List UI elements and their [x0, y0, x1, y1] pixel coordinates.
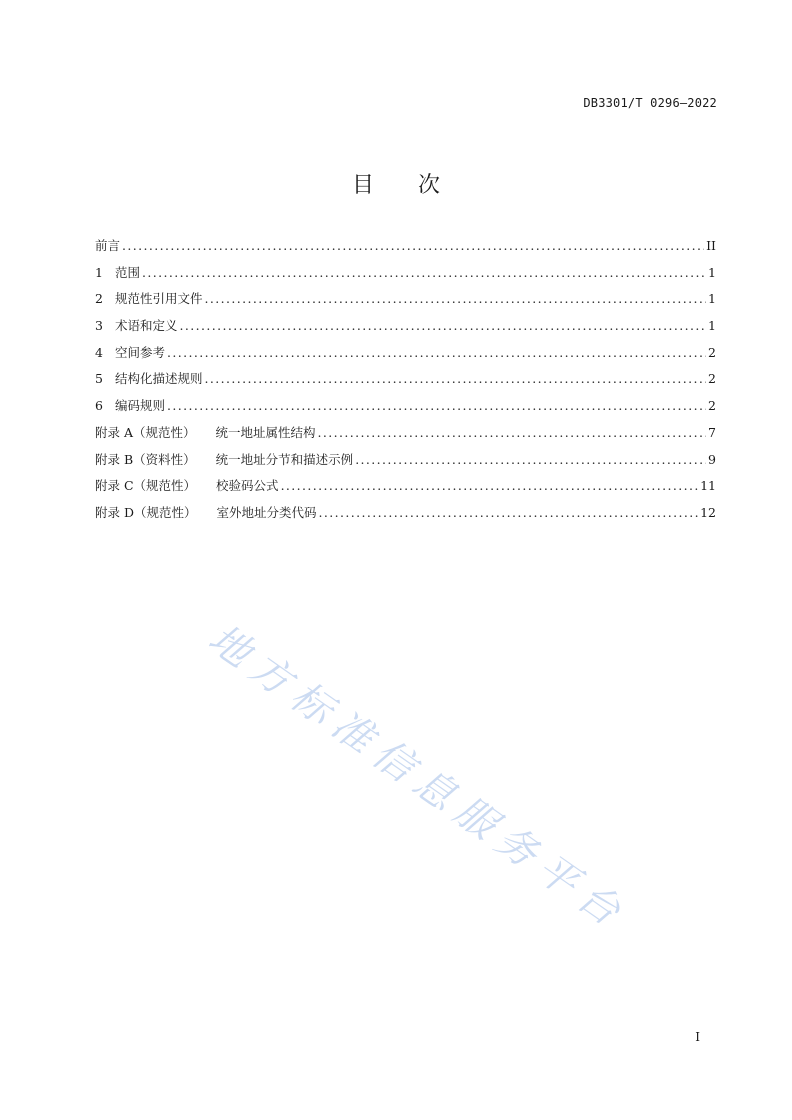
toc-entry-page: 2 — [708, 344, 716, 360]
toc-entry-number: 1 — [95, 264, 103, 280]
toc-entry-number: 3 — [95, 318, 103, 334]
toc-entry-label: 术语和定义 — [115, 318, 178, 334]
toc-entry-label: 编码规则 — [115, 398, 166, 414]
toc-dot-leader — [167, 398, 706, 413]
toc-entry[interactable] — [95, 476, 716, 503]
toc-entry[interactable] — [95, 396, 716, 423]
toc-entry[interactable] — [95, 236, 716, 263]
toc-entry-page: 7 — [708, 424, 716, 440]
toc-entry-page: 2 — [708, 398, 716, 414]
document-code: DB3301/T 0296—2022 — [583, 96, 717, 110]
toc-entry-page: 2 — [708, 371, 716, 387]
toc-dot-leader — [142, 265, 706, 280]
toc-entry-number: 6 — [95, 398, 103, 414]
toc-entry-page: 9 — [708, 451, 716, 467]
toc-entry-page: 1 — [708, 264, 716, 280]
toc-entry-subtitle: 统一地址分节和描述示例 — [215, 451, 354, 467]
toc-dot-leader — [180, 318, 707, 333]
toc-entry[interactable] — [95, 423, 716, 450]
toc-entry-label: 附录 C（规范性） — [95, 478, 197, 494]
page-number: I — [695, 1030, 700, 1044]
toc-entry-page: 12 — [700, 504, 716, 520]
toc-entry[interactable] — [95, 450, 716, 477]
toc-dot-leader — [122, 238, 704, 253]
toc-entry-number: 5 — [95, 371, 103, 387]
toc-entry-label: 附录 D（规范性） — [95, 504, 197, 520]
toc-entry[interactable] — [95, 289, 716, 316]
toc-dot-leader — [281, 478, 699, 493]
toc-entry[interactable] — [95, 369, 716, 396]
toc-entry-number: 4 — [95, 344, 103, 360]
toc-entry[interactable] — [95, 343, 716, 370]
toc-entry-number: 2 — [95, 291, 103, 307]
toc-entry[interactable] — [95, 263, 716, 290]
toc-dot-leader — [205, 371, 707, 386]
toc-entry-page: 11 — [700, 478, 716, 494]
watermark: 地方标准信息服务平台 — [200, 615, 636, 941]
toc-dot-leader — [205, 291, 707, 306]
table-of-contents — [95, 236, 716, 530]
toc-entry-label: 结构化描述规则 — [115, 371, 203, 387]
toc-entry-label: 规范性引用文件 — [115, 291, 203, 307]
toc-entry[interactable] — [95, 503, 716, 530]
toc-entry-label: 附录 B（资料性） — [95, 451, 196, 467]
page-title: 目次 — [351, 173, 484, 198]
toc-dot-leader — [319, 505, 699, 520]
toc-entry-label: 前言 — [95, 238, 121, 253]
toc-entry-page: 1 — [708, 318, 716, 334]
toc-entry-label: 空间参考 — [115, 344, 166, 360]
toc-dot-leader — [355, 452, 706, 467]
toc-entry-page: 1 — [708, 291, 716, 307]
toc-dot-leader — [167, 345, 706, 360]
toc-entry-subtitle: 统一地址属性结构 — [215, 424, 316, 440]
toc-entry-label: 范围 — [115, 264, 141, 280]
toc-dot-leader — [318, 425, 707, 440]
toc-entry-label: 附录 A（规范性） — [95, 424, 196, 440]
toc-entry[interactable] — [95, 316, 716, 343]
toc-entry-subtitle: 校验码公式 — [216, 478, 279, 494]
toc-entry-subtitle: 室外地址分类代码 — [216, 504, 317, 520]
toc-entry-page: II — [706, 238, 716, 253]
